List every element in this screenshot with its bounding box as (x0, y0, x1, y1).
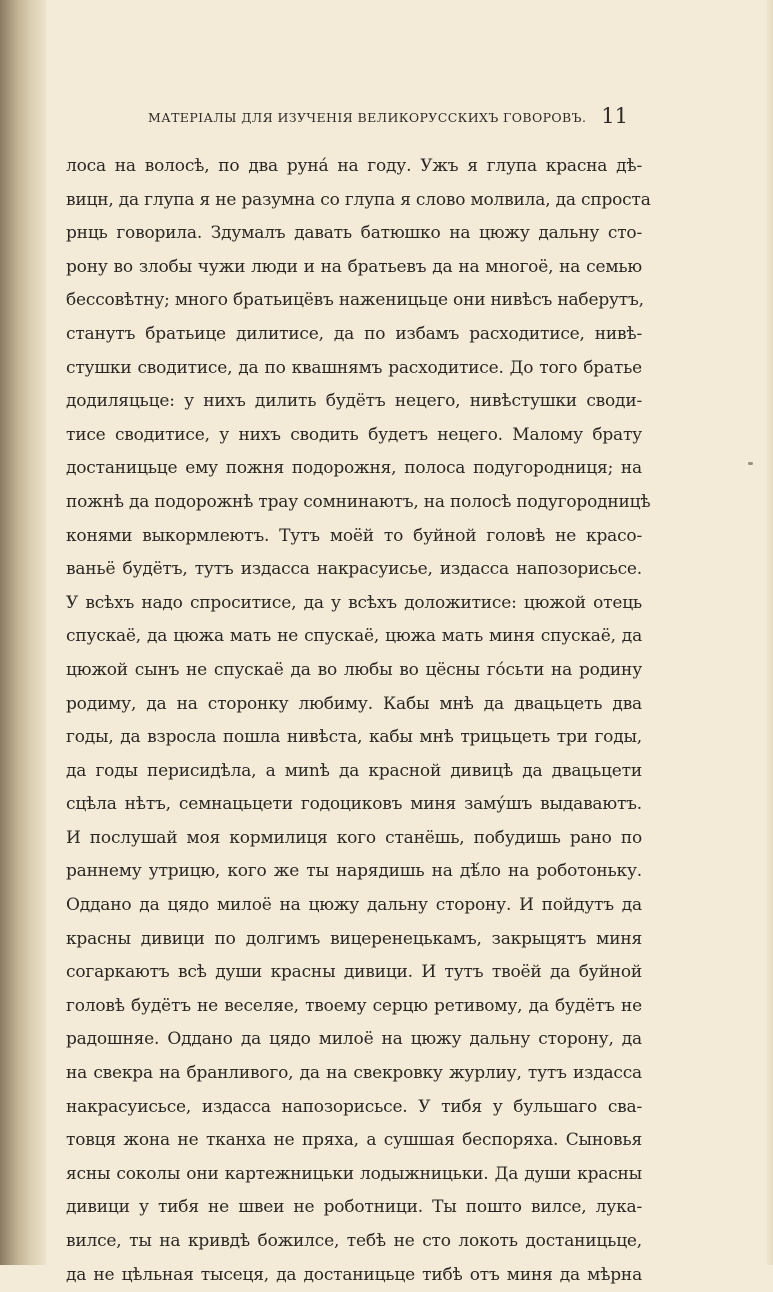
text-line: рону во злобы чужи люди и на братьевъ да на многоё, на семью (66, 256, 642, 277)
text-line: И послушай моя кормилиця кого станёшь, побудишь рано по (66, 827, 642, 848)
text-line: конями выкормлеютъ. Тутъ моёй то буйной головѣ не красо- (66, 525, 642, 546)
text-line: додиляцьце: у нихъ дилить будётъ нецего, нивѣстушки своди- (66, 391, 642, 412)
text-line: Оддано да цядо милоё на цюжу дальну сторону. И пойдутъ да (66, 895, 642, 916)
text-line: спускаё, да цюжа мать не спускаё, цюжа мать миня спускаё, да (66, 626, 642, 647)
text-line: станутъ братьице дилитисе, да по избамъ расходитисе, нивѣ- (66, 323, 642, 344)
text-line: вицн, да глупа я не разумна со глупа я слово молвила, да спроста (66, 189, 651, 210)
text-line: вилсе, ты на кривдѣ божилсе, тебѣ не сто локоть достаницьце, (66, 1231, 642, 1251)
text-line: ваньё будётъ, тутъ издасса накрасуисье, издасса напозорисьсе. (66, 559, 642, 580)
text-line: дивици у тибя не швеи не роботници. Ты пошто вилсе, лука- (66, 1197, 642, 1218)
text-line: на свекра на бранливого, да на свекровку журлиу, тутъ издасса (66, 1063, 642, 1084)
text-line: раннему утрицю, кого же ты нарядишь на дѣ́ло на роботоньку. (66, 861, 642, 882)
text-line: рнць говорила. Здумалъ давать батюшко на цюжу дальну сто- (66, 223, 642, 244)
text-line: стушки сводитисе, да по квашнямъ расходитисе. До того братье (66, 357, 642, 378)
text-line: родиму, да на сторонку любиму. Кабы мнѣ да двацьцеть два (66, 693, 642, 714)
running-title: МАТЕРІАЛЫ ДЛЯ ИЗУЧЕНІЯ ВЕЛИКОРУССКИХЪ ГОВОРОВЪ. (148, 110, 587, 125)
text-line: пожнѣ да подорожнѣ трау сомнинаютъ, на полосѣ подугородницѣ (66, 491, 651, 512)
text-line: бессовѣтну; много братьицёвъ наженицьце они нивѣсъ наберутъ, (66, 290, 644, 311)
text-line: да не цѣльная тысеця, да достаницьце тибѣ отъ миня да мѣрна (66, 1264, 642, 1285)
body-text (66, 150, 651, 1292)
text-line: головѣ будётъ не веселяе, твоему серцю ретивому, да будётъ не (66, 995, 642, 1016)
page-number: 11 (601, 104, 628, 128)
text-line: годы, да взросла пошла нивѣста, кабы мнѣ трицьцеть три годы, (66, 727, 642, 748)
text-line: согаркаютъ всѣ души красны дивици. И тутъ твоёй да буйной (66, 962, 642, 983)
text-line: сцѣла нѣтъ, семнацьцети годоциковъ миня заму́шъ выдаваютъ. (66, 794, 642, 815)
text-line: накрасуисьсе, издасса напозорисьсе. У тибя у бульшаго сва- (66, 1096, 642, 1117)
text-line: красны дивици по долгимъ вицеренецькамъ, закрыцятъ миня (66, 928, 642, 949)
text-line: цюжой сынъ не спускаё да во любы во цёсны го́сьти на родину (66, 659, 642, 680)
paper-speck (748, 462, 753, 465)
text-line: радошняе. Оддано да цядо милоё на цюжу дальну сторону, да (66, 1029, 642, 1050)
text-line: тисе сводитисе, у нихъ сводить будетъ нецего. Малому брату (66, 424, 642, 445)
text-line: У всѣхъ надо спроситисе, да у всѣхъ доложитисе: цюжой отець (66, 592, 642, 613)
page-right-edge (767, 0, 773, 1265)
text-line: ясны соколы они картежницьки лодыжницьки. Да души красны (66, 1163, 642, 1184)
text-line: достаницьце ему пожня подорожня, полоса подугородниця; на (66, 458, 642, 479)
page-header (148, 106, 628, 130)
text-line: лоса на волосѣ, по два руна́ на году. Ужъ я глупа красна дѣ- (66, 156, 642, 176)
text-line: товця жона не тканха не пряха, а сушшая беспоряха. Сыновья (66, 1130, 642, 1151)
text-line: да годы перисидѣла, а миnѣ да красной дивицѣ да двацьцети (66, 760, 642, 781)
binding-gutter-shadow (0, 0, 46, 1265)
